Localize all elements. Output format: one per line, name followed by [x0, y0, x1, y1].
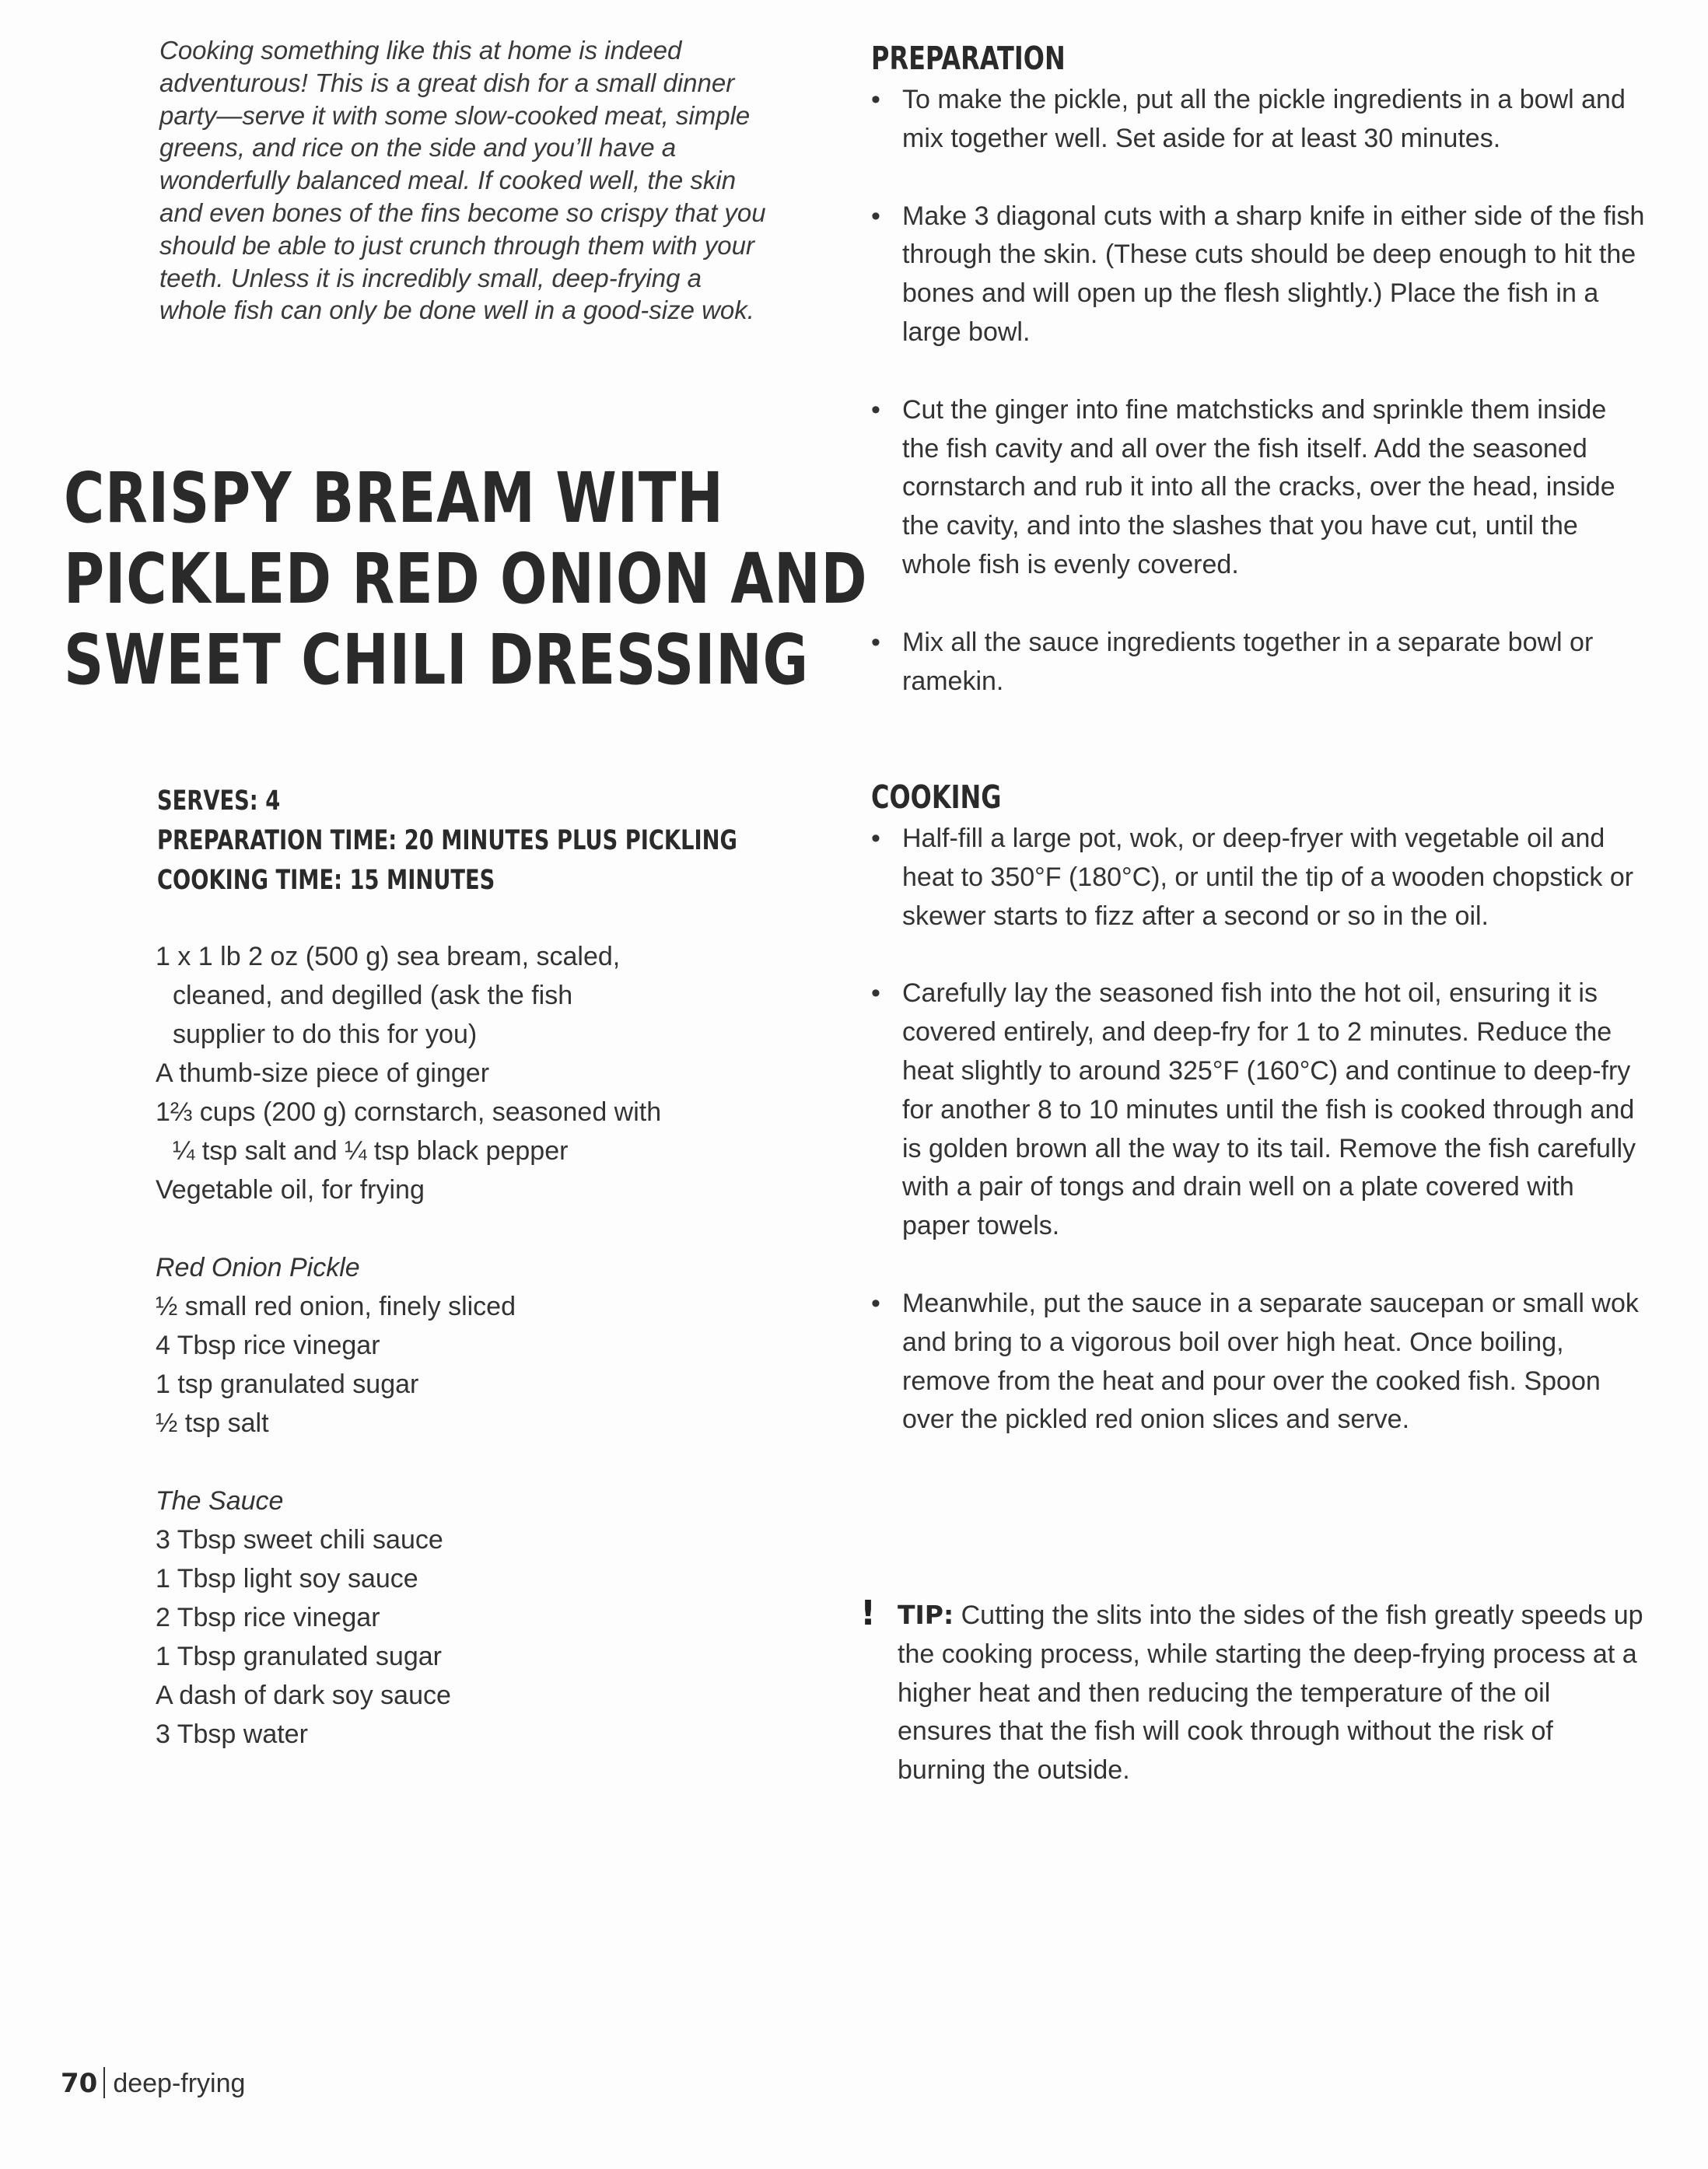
- cooking-section: [871, 778, 1649, 1440]
- recipe-meta: [157, 782, 737, 901]
- step-text: Carefully lay the seasoned fish into the hot oil, ensuring it is covered entirely, and deep-fry for 1 to 2 minutes. Reduce the heat slightly to around 325°F (160°C) and continue to deep-fry for another 8 to 10 minutes until the fish is cooked through and is golden brown all the way to its tail. Remove the fish carefully with a pair of tongs and drain well on a plate covered with paper towels.: [902, 978, 1636, 1241]
- ingredient-line: 1 Tbsp granulated sugar: [156, 1642, 442, 1671]
- ingredient-line: Vegetable oil, for frying: [156, 1175, 425, 1205]
- intro-text: Cooking something like this at home is indeed adventurous! This is a great dish for a small dinner party—serve it with some slow-cooked meat, simple greens, and rice on the side and you’ll have a wonderfully balanced meal. If cooked well, the skin and even bones of the fins become so crispy that you should be able to just crunch through them with your teeth. Unless it is incredibly small, deep-frying a whole fish can only be done well in a good-size wok.: [159, 36, 766, 325]
- ingredient-line: cleaned, and degilled (ask the fish: [173, 981, 573, 1010]
- step-text: Half-fill a large pot, wok, or deep-fryer with vegetable oil and heat to 350°F (180°C), or until the tip of a wooden chopstick or skewer starts to fizz after a second or so in the oil.: [902, 824, 1634, 931]
- tip-box: [860, 1596, 1646, 1790]
- ingredient-line: 2 Tbsp rice vinegar: [156, 1603, 380, 1632]
- bullet-icon: •: [871, 824, 880, 853]
- step-text: Mix all the sauce ingredients together in a separate bowl or ramekin.: [902, 627, 1594, 696]
- preparation-step: [871, 624, 1649, 701]
- ingredient-line: ½ tsp salt: [156, 1408, 269, 1438]
- title-line-1: CRISPY BREAM WITH: [64, 457, 724, 538]
- preparation-time: PREPARATION TIME: 20 MINUTES PLUS PICKLING: [157, 825, 737, 856]
- sauce-subheading: The Sauce: [156, 1486, 284, 1516]
- footer-divider: [103, 2067, 105, 2098]
- pickle-subheading: Red Onion Pickle: [156, 1253, 360, 1282]
- ingredient-line: 1 x 1 lb 2 oz (500 g) sea bream, scaled,: [156, 942, 621, 971]
- step-text: Cut the ginger into fine matchsticks and sprinkle them inside the fish cavity and all over the fish itself. Add the seasoned cornstarch and rub it into all the cracks, over the head, inside the cavity, and into the slashes that you have cut, until the whole fish is evenly covered.: [902, 394, 1615, 579]
- intro-paragraph: [159, 34, 774, 327]
- cooking-step: [871, 974, 1649, 1246]
- cooking-step: [871, 1285, 1649, 1440]
- ingredient-line: 1 tsp granulated sugar: [156, 1370, 419, 1399]
- step-text: Make 3 diagonal cuts with a sharp knife in either side of the fish through the skin. (These cuts should be deep enough to hit the bones and will open up the flesh slightly.) Place the fish in a large bowl.: [902, 201, 1645, 347]
- cooking-heading: COOKING: [871, 778, 1002, 816]
- title-line-3: SWEET CHILI DRESSING: [64, 619, 809, 700]
- serves: SERVES: 4: [157, 785, 281, 817]
- title-line-2: PICKLED RED ONION AND: [64, 538, 868, 619]
- ingredient-line: 1 Tbsp light soy sauce: [156, 1564, 418, 1594]
- page-footer: [61, 2067, 245, 2099]
- bullet-icon: •: [871, 627, 880, 657]
- bullet-icon: •: [871, 85, 880, 114]
- ingredient-line: supplier to do this for you): [173, 1020, 478, 1049]
- tip-text: Cutting the slits into the sides of the fish greatly speeds up the cooking process, while starting the deep-frying process at a higher heat and then reducing the temperature of the oil ensures that the fish will cook through without the risk of burning the outside.: [898, 1601, 1643, 1786]
- section-name: deep-frying: [113, 2069, 246, 2098]
- ingredient-line: ½ small red onion, finely sliced: [156, 1292, 516, 1321]
- ingredient-line: A dash of dark soy sauce: [156, 1681, 451, 1710]
- bullet-icon: •: [871, 1288, 880, 1318]
- ingredient-line: A thumb-size piece of ginger: [156, 1058, 490, 1088]
- preparation-step: [871, 81, 1649, 159]
- preparation-step: [871, 391, 1649, 585]
- tip-label: TIP:: [898, 1600, 954, 1630]
- ingredients-list: [156, 937, 762, 1754]
- bullet-icon: •: [871, 394, 880, 425]
- preparation-heading: PREPARATION: [871, 40, 1066, 77]
- cooking-step: [871, 820, 1649, 936]
- preparation-step: [871, 198, 1649, 352]
- recipe-title: [64, 457, 868, 700]
- ingredient-line: 4 Tbsp rice vinegar: [156, 1331, 380, 1360]
- step-text: Meanwhile, put the sauce in a separate saucepan or small wok and bring to a vigorous boil over high heat. Once boiling, remove from the heat and pour over the cooked fish. Spoon over the pickled red onion slices and serve.: [902, 1288, 1639, 1435]
- bullet-icon: •: [871, 978, 880, 1009]
- ingredient-line: 3 Tbsp sweet chili sauce: [156, 1525, 443, 1555]
- bullet-icon: •: [871, 201, 880, 231]
- page-number: 70: [61, 2068, 98, 2099]
- ingredient-line: ¼ tsp salt and ¼ tsp black pepper: [173, 1136, 569, 1166]
- cooking-time: COOKING TIME: 15 MINUTES: [157, 865, 495, 896]
- exclamation-icon: !: [860, 1594, 877, 1633]
- ingredient-line: 1⅔ cups (200 g) cornstarch, seasoned with: [156, 1097, 662, 1127]
- ingredient-line: 3 Tbsp water: [156, 1719, 308, 1749]
- step-text: To make the pickle, put all the pickle ingredients in a bowl and mix together well. Set aside for at least 30 minutes.: [902, 85, 1626, 153]
- preparation-section: [871, 39, 1649, 701]
